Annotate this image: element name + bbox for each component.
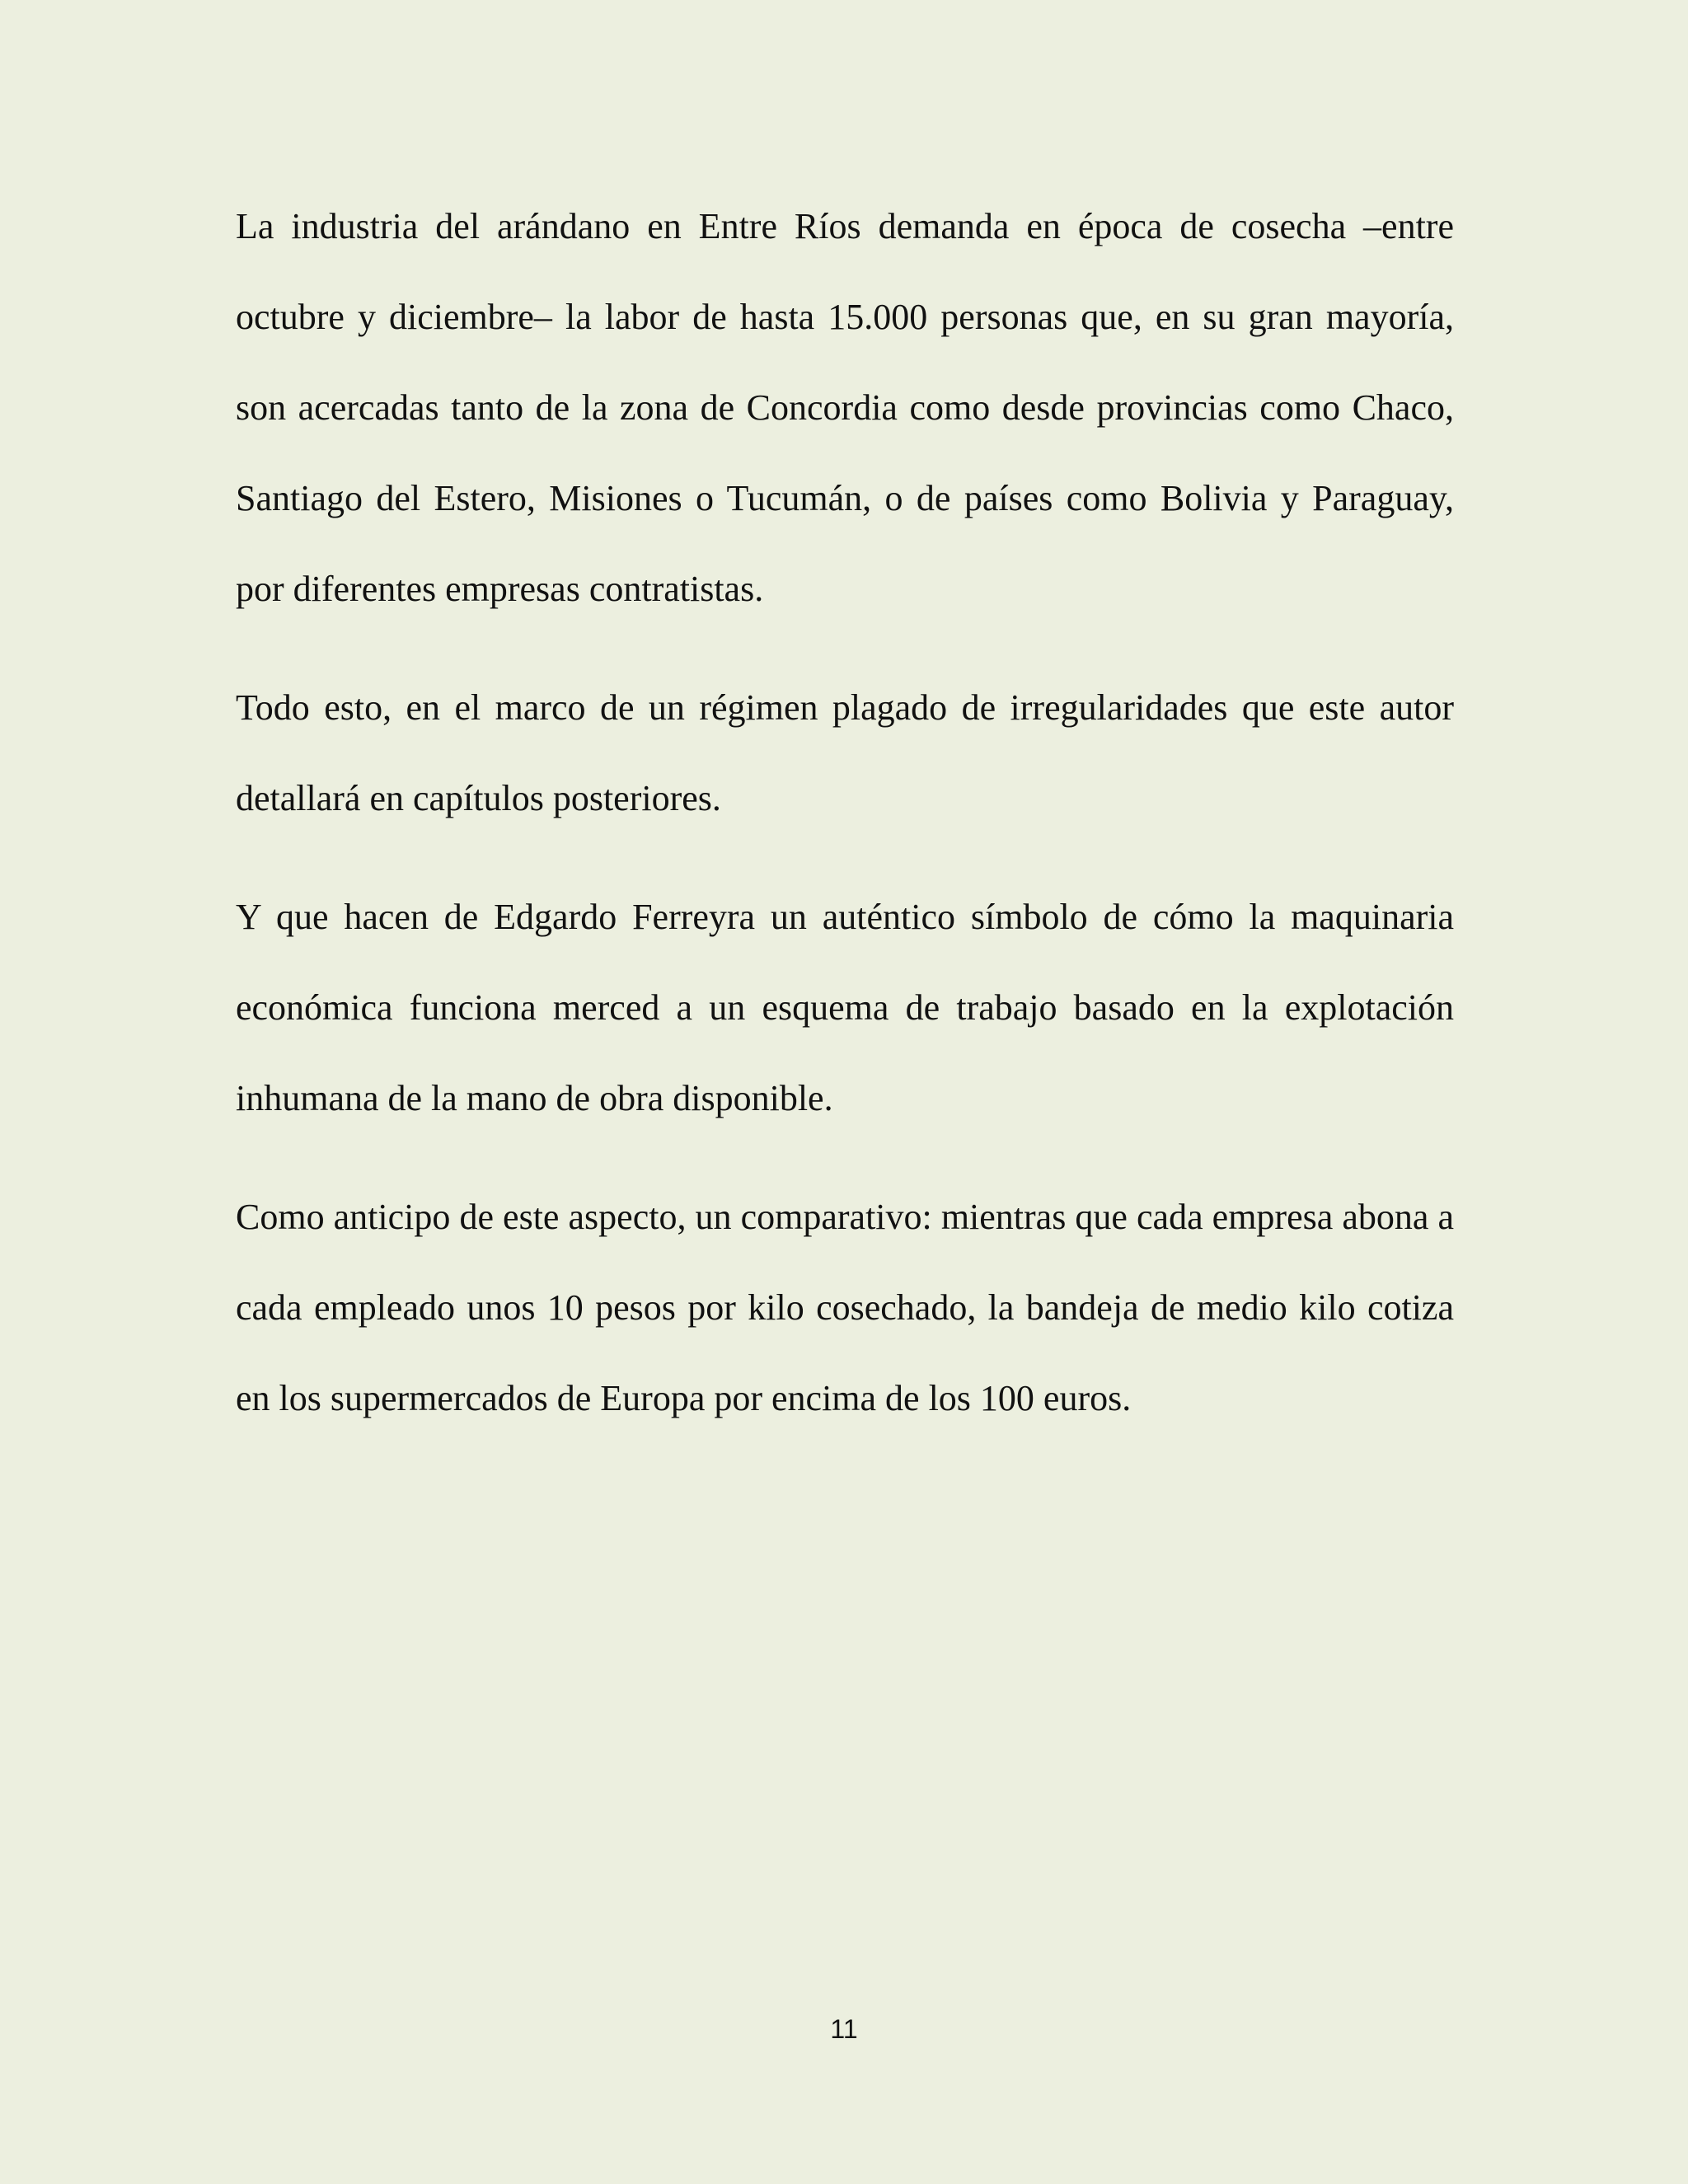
- paragraph-harvest-labor: La industria del arándano en Entre Ríos demanda en época de cosecha –entre octubre y diciembre– la labor de hasta 15.000 personas que, en su gran mayoría, son acercadas tanto de la zona de Concordia como desde provincias como Chaco, Santiago del Estero, Misiones o Tucumán, o de países como Bolivia y Paraguay, por diferentes empresas contratistas.: [236, 206, 1454, 609]
- paragraph-irregularities: Todo esto, en el marco de un régimen plagado de irregularidades que este autor detallará en capítulos posteriores.: [236, 687, 1454, 818]
- paragraph-price-comparison: Como anticipo de este aspecto, un comparativo: mientras que cada empresa abona a cada empleado unos 10 pesos por kilo cosechado, la bandeja de medio kilo cotiza en los supermercados de Europa por encima de los 100 euros.: [236, 1197, 1454, 1418]
- paragraph-exploitation: Y que hacen de Edgardo Ferreyra un auténtico símbolo de cómo la maquinaria económica funciona merced a un esquema de trabajo basado en la explotación inhumana de la mano de obra disponible.: [236, 897, 1454, 1118]
- page-number: 11: [830, 2014, 858, 2044]
- document-body: [236, 181, 1454, 1472]
